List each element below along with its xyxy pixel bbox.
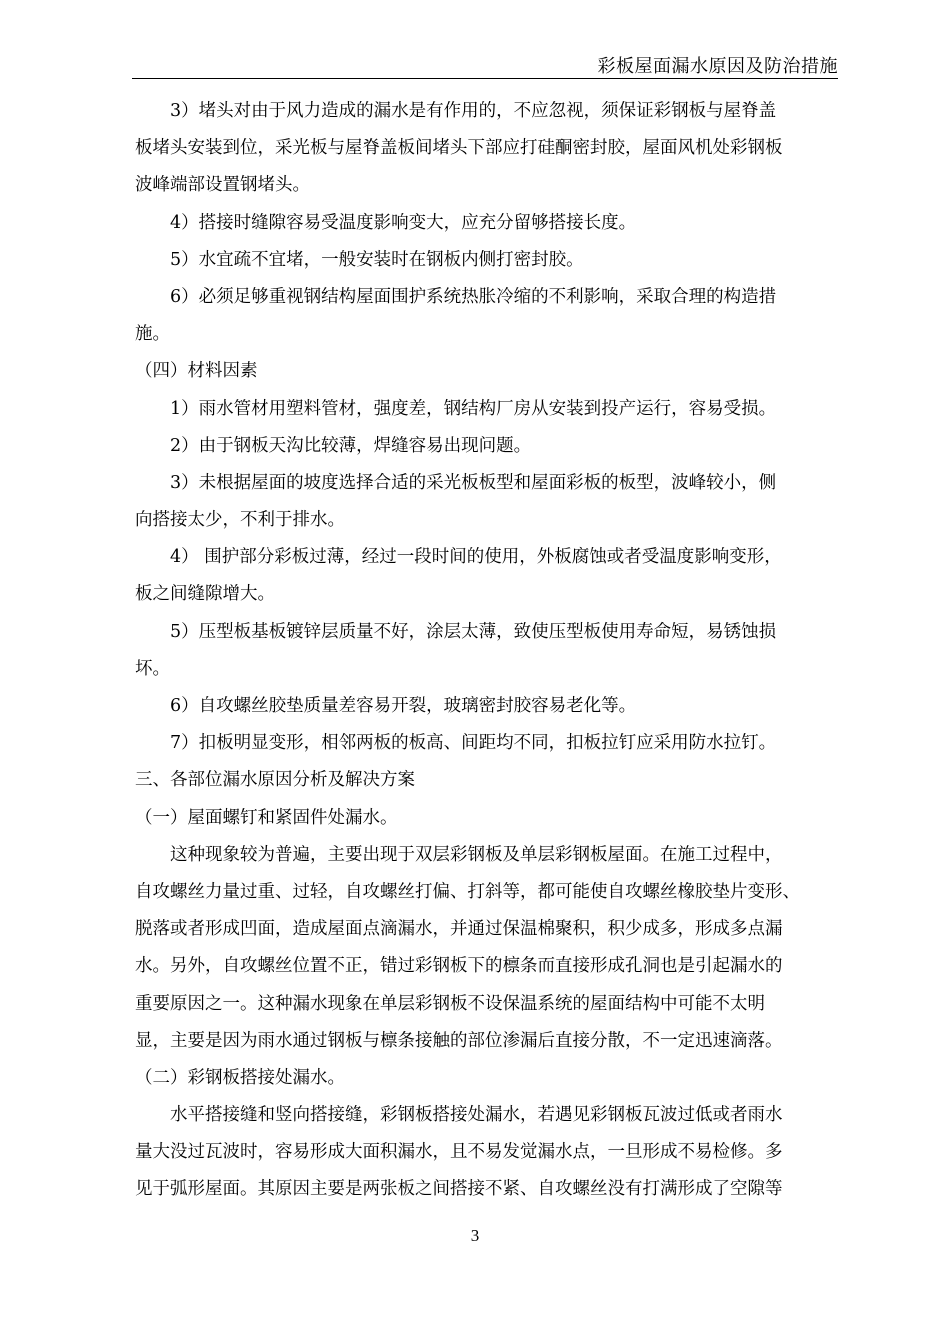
text-line: 水。另外，自攻螺丝位置不正，错过彩钢板下的檩条而直接形成孔洞也是引起漏水的 xyxy=(135,956,783,977)
text-line: 自攻螺丝力量过重、过轻，自攻螺丝打偏、打斜等，都可能使自攻螺丝橡胶垫片变形、 xyxy=(135,881,800,902)
header-title: 彩板屋面漏水原因及防治措施 xyxy=(597,56,838,77)
text-line: 水平搭接缝和竖向搭接缝，彩钢板搭接处漏水，若遇见彩钢板瓦波过低或者雨水 xyxy=(170,1105,783,1126)
text-line: 7）扣板明显变形，相邻两板的板高、间距均不同，扣板拉钉应采用防水拉钉。 xyxy=(170,733,777,754)
text-line: 6）必须足够重视钢结构屋面围护系统热胀冷缩的不利影响，采取合理的构造措 xyxy=(170,286,777,307)
text-line: 见于弧形屋面。其原因主要是两张板之间搭接不紧、自攻螺丝没有打满形成了空隙等 xyxy=(135,1179,783,1200)
text-line: 三、各部位漏水原因分析及解决方案 xyxy=(135,770,415,791)
text-line: 板之间缝隙增大。 xyxy=(135,584,275,605)
page-header xyxy=(132,50,838,79)
document-body xyxy=(135,93,840,1209)
text-line: 施。 xyxy=(135,324,170,345)
text-line: 4）搭接时缝隙容易受温度影响变大，应充分留够搭接长度。 xyxy=(170,212,637,233)
text-line: 这种现象较为普遍，主要出现于双层彩钢板及单层彩钢板屋面。在施工过程中， xyxy=(170,844,783,865)
text-line: 1）雨水管材用塑料管材，强度差，钢结构厂房从安装到投产运行，容易受损。 xyxy=(170,398,777,419)
text-line: （四）材料因素 xyxy=(135,361,258,382)
text-line: 4） 围护部分彩板过薄，经过一段时间的使用，外板腐蚀或者受温度影响变形， xyxy=(170,547,782,568)
text-line: 波峰端部设置钢堵头。 xyxy=(135,175,310,196)
text-line: 6）自攻螺丝胶垫质量差容易开裂，玻璃密封胶容易老化等。 xyxy=(170,696,637,716)
text-line: 板堵头安装到位，采光板与屋脊盖板间堵头下部应打硅酮密封胶，屋面风机处彩钢板 xyxy=(135,138,783,159)
text-line: 3）堵头对由于风力造成的漏水是有作用的，不应忽视，须保证彩钢板与屋脊盖 xyxy=(170,101,777,121)
text-line: 3）未根据屋面的坡度选择合适的采光板板型和屋面彩板的板型，波峰较小，侧 xyxy=(170,472,777,493)
text-line: （二）彩钢板搭接处漏水。 xyxy=(135,1067,345,1088)
text-line: 向搭接太少，不利于排水。 xyxy=(135,510,345,531)
text-line: （一）屋面螺钉和紧固件处漏水。 xyxy=(135,807,398,828)
text-line: 量大没过瓦波时，容易形成大面积漏水，且不易发觉漏水点，一旦形成不易检修。多 xyxy=(135,1142,783,1163)
text-line: 脱落或者形成凹面，造成屋面点滴漏水，并通过保温棉聚积，积少成多，形成多点漏 xyxy=(135,919,783,940)
text-line: 显，主要是因为雨水通过钢板与檩条接触的部位渗漏后直接分散，不一定迅速滴落。 xyxy=(135,1030,783,1051)
text-line: 重要原因之一。这种漏水现象在单层彩钢板不设保温系统的屋面结构中可能不太明 xyxy=(135,993,765,1014)
text-line: 坏。 xyxy=(135,658,170,679)
text-line: 5）水宜疏不宜堵，一般安装时在钢板内侧打密封胶。 xyxy=(170,249,584,270)
page-number: 3 xyxy=(470,1226,480,1245)
text-line: 5）压型板基板镀锌层质量不好，涂层太薄，致使压型板使用寿命短，易锈蚀损 xyxy=(170,621,777,642)
text-line: 2）由于钢板天沟比较薄，焊缝容易出现问题。 xyxy=(170,435,532,456)
